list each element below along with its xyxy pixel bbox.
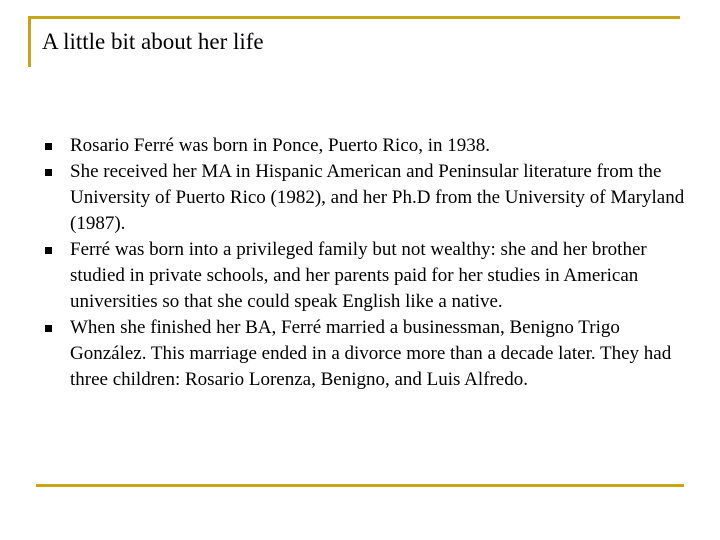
bullet-list bbox=[42, 133, 692, 393]
title-left-bar bbox=[28, 16, 31, 67]
square-bullet-icon bbox=[45, 143, 52, 150]
bullet-text: When she finished her BA, Ferré married a businessman, Benigno Trigo González. This marriage ended in a divorce more than a decade later. They had three children: Rosario Lorenza, Benigno, and Luis Alfredo. bbox=[70, 317, 672, 390]
square-bullet-icon bbox=[45, 325, 52, 332]
square-bullet-icon bbox=[45, 247, 52, 254]
title-top-rule bbox=[28, 16, 680, 19]
bullet-text: Ferré was born into a privileged family but not wealthy: she and her brother studied in private schools, and her parents paid for her studies in American universities so that she could speak English like a native. bbox=[70, 239, 647, 312]
bullet-item bbox=[42, 237, 692, 315]
slide-title: A little bit about her life bbox=[42, 29, 264, 54]
bullet-item bbox=[42, 315, 692, 393]
bullet-text: She received her MA in Hispanic American and Peninsular literature from the University of Puerto Rico (1982), and her Ph.D from the University of Maryland (1987). bbox=[70, 161, 685, 234]
bullet-text: Rosario Ferré was born in Ponce, Puerto Rico, in 1938. bbox=[70, 135, 491, 156]
bottom-rule bbox=[36, 484, 684, 487]
bullet-item bbox=[42, 133, 692, 159]
square-bullet-icon bbox=[45, 169, 52, 176]
bullet-item bbox=[42, 159, 692, 237]
